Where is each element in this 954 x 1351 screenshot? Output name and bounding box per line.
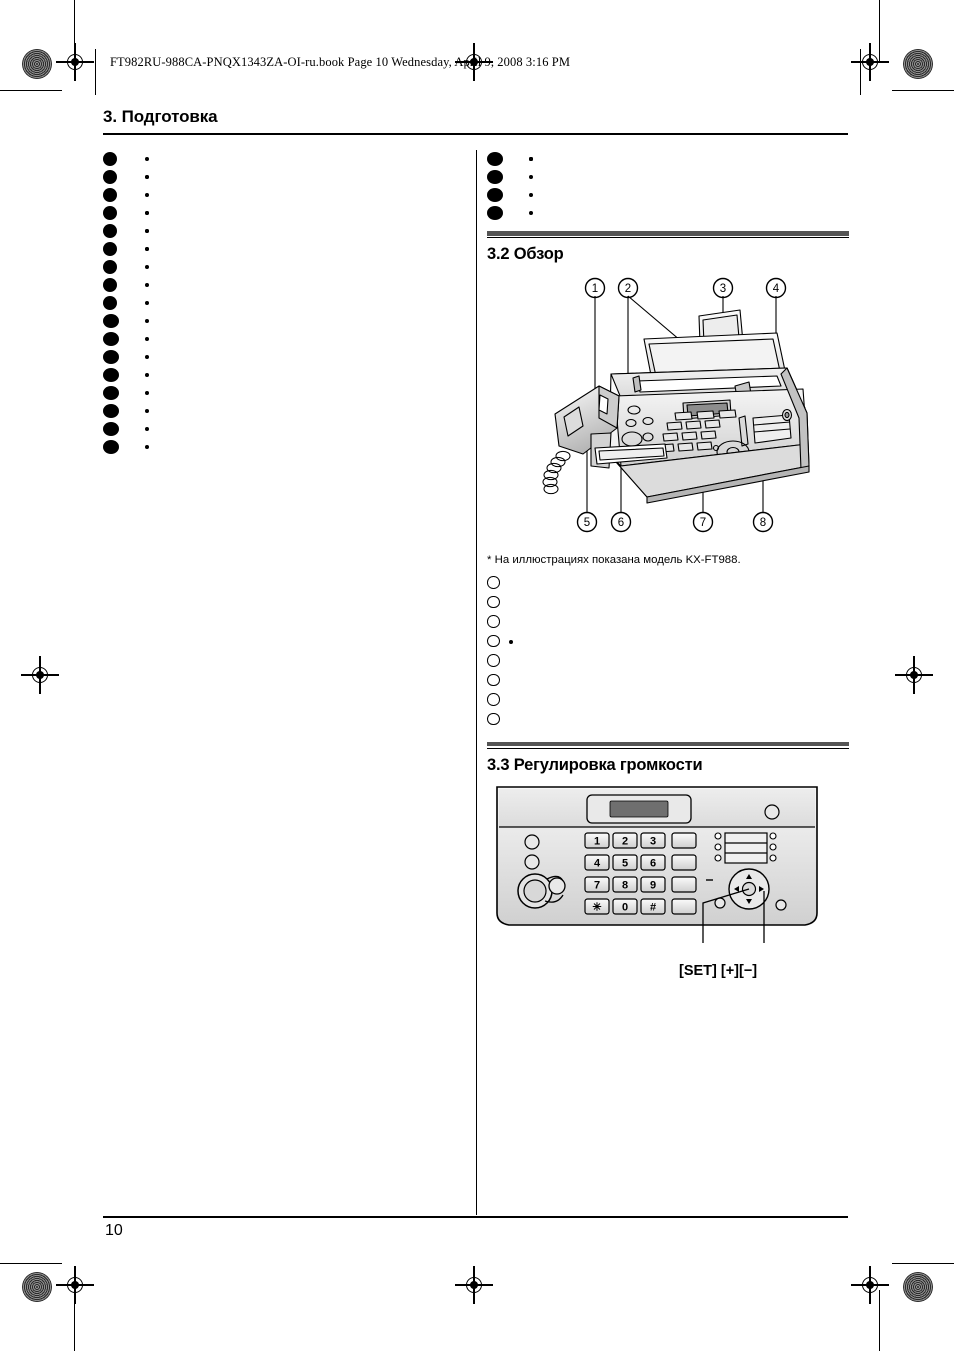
item-body xyxy=(511,168,849,184)
item-number xyxy=(103,368,122,382)
item-number xyxy=(487,188,506,202)
panel-caption: [SET] [+][−] xyxy=(679,963,758,980)
legend-number xyxy=(487,673,509,692)
crop-mark-top-left-v xyxy=(74,0,75,62)
section-title-volume: 3.3 Регулировка громкости xyxy=(487,756,703,775)
feature-item-11 xyxy=(103,330,473,346)
chapter-divider xyxy=(103,133,848,135)
keypad-key-label-✳: ✳ xyxy=(592,901,602,914)
legend-label xyxy=(509,634,849,653)
overview-legend xyxy=(487,575,849,731)
item-body xyxy=(127,168,473,184)
item-body xyxy=(127,150,473,166)
feature-item-3 xyxy=(103,186,473,202)
keypad-key-label-1: 1 xyxy=(593,835,601,848)
feature-item-5 xyxy=(103,222,473,238)
item-number xyxy=(103,152,122,166)
item-number xyxy=(103,440,122,454)
item-body xyxy=(127,312,473,328)
item-body xyxy=(127,276,473,292)
fax-machine-illustration xyxy=(487,268,849,553)
item-body xyxy=(127,294,473,310)
feature-item-16 xyxy=(103,420,473,436)
section-bar-overview xyxy=(487,231,849,238)
figure-callout-4-label: 4 xyxy=(772,283,780,296)
keypad-key-label-6: 6 xyxy=(649,857,657,870)
right-column-items xyxy=(487,150,849,220)
registration-target-right-middle xyxy=(901,662,927,688)
legend-entry-8 xyxy=(487,712,849,731)
legend-number xyxy=(487,575,509,594)
crop-mark-top-right-v xyxy=(879,0,880,62)
keypad-key-label-8: 8 xyxy=(621,879,629,892)
registration-target-left-middle xyxy=(27,662,53,688)
keypad-key-label-4: 4 xyxy=(593,857,601,870)
page-edge-right xyxy=(860,49,861,95)
feature-item-7 xyxy=(103,258,473,274)
legend-entry-1 xyxy=(487,575,849,594)
feature-item-12 xyxy=(103,348,473,364)
crop-mark-bottom-right-v xyxy=(879,1290,880,1351)
item-body xyxy=(127,384,473,400)
item-number xyxy=(103,332,122,346)
feature-item-10 xyxy=(103,312,473,328)
item-number xyxy=(103,188,122,202)
figure-callout-7-label: 7 xyxy=(699,517,707,530)
feature-item-9 xyxy=(103,294,473,310)
control-panel-illustration xyxy=(487,781,827,961)
crop-mark-top-left-h xyxy=(0,90,62,91)
item-number xyxy=(487,170,506,184)
item-body xyxy=(127,438,473,454)
item-body xyxy=(127,186,473,202)
keypad-key-label-#: # xyxy=(649,901,657,914)
feature-item-21 xyxy=(487,204,849,220)
figure-callout-6-label: 6 xyxy=(617,517,625,530)
feature-item-19 xyxy=(487,168,849,184)
item-body xyxy=(511,150,849,166)
legend-number xyxy=(487,634,509,653)
legend-number xyxy=(487,653,509,672)
registration-target-bottom-center xyxy=(461,1272,487,1298)
item-number xyxy=(103,260,122,274)
feature-item-4 xyxy=(103,204,473,220)
feature-item-14 xyxy=(103,384,473,400)
item-body xyxy=(127,240,473,256)
feature-item-20 xyxy=(487,186,849,202)
item-number xyxy=(103,224,122,238)
item-body xyxy=(127,402,473,418)
registration-dot-top-right xyxy=(903,49,933,79)
figure-callout-2-label: 2 xyxy=(624,283,632,296)
figure-callout-5-label: 5 xyxy=(583,517,591,530)
section-title-overview: 3.2 Обзор xyxy=(487,245,564,264)
legend-number xyxy=(487,595,509,614)
item-number xyxy=(103,386,122,400)
item-number xyxy=(103,242,122,256)
item-body xyxy=(127,258,473,274)
figure-callout-8-label: 8 xyxy=(759,517,767,530)
legend-entry-5 xyxy=(487,653,849,672)
legend-label xyxy=(509,575,849,594)
feature-item-13 xyxy=(103,366,473,382)
column-divider xyxy=(476,150,477,1215)
legend-entry-6 xyxy=(487,673,849,692)
left-column xyxy=(103,150,473,456)
keypad-key-label-5: 5 xyxy=(621,857,629,870)
fax-machine-figure xyxy=(487,268,849,553)
page-number: 10 xyxy=(105,1222,123,1239)
crop-mark-bottom-right-h xyxy=(892,1263,954,1264)
keypad-key-label-2: 2 xyxy=(621,835,629,848)
right-column xyxy=(487,150,849,996)
item-body xyxy=(511,186,849,202)
registration-dot-bottom-right xyxy=(903,1272,933,1302)
item-body xyxy=(127,222,473,238)
item-body xyxy=(127,366,473,382)
item-number xyxy=(103,170,122,184)
page-title: 3. Подготовка xyxy=(103,107,218,126)
feature-item-8 xyxy=(103,276,473,292)
item-number xyxy=(487,206,506,220)
item-number xyxy=(103,404,122,418)
item-number xyxy=(487,152,506,166)
keypad-key-label-0: 0 xyxy=(621,901,629,914)
feature-item-15 xyxy=(103,402,473,418)
item-number xyxy=(103,296,122,310)
legend-number xyxy=(487,614,509,633)
item-body xyxy=(511,204,849,220)
keypad-key-label-3: 3 xyxy=(649,835,657,848)
figure-callout-3-label: 3 xyxy=(719,283,727,296)
legend-number xyxy=(487,712,509,731)
legend-entry-3 xyxy=(487,614,849,633)
legend-label xyxy=(509,712,849,731)
feature-item-18 xyxy=(487,150,849,166)
registration-dot-top-left xyxy=(22,49,52,79)
section-bar-volume xyxy=(487,742,849,749)
page-edge-left xyxy=(95,49,96,95)
keypad-key-label-9: 9 xyxy=(649,879,657,892)
legend-label xyxy=(509,595,849,614)
crop-mark-bottom-left-v xyxy=(74,1290,75,1351)
legend-label xyxy=(509,653,849,672)
registration-dot-bottom-left xyxy=(22,1272,52,1302)
feature-item-2 xyxy=(103,168,473,184)
item-body xyxy=(127,330,473,346)
legend-entry-7 xyxy=(487,692,849,711)
control-panel-figure xyxy=(487,781,849,996)
crop-mark-bottom-left-h xyxy=(0,1263,62,1264)
item-number xyxy=(103,350,122,364)
item-number xyxy=(103,422,122,436)
item-body xyxy=(127,348,473,364)
item-number xyxy=(103,278,122,292)
item-body xyxy=(127,420,473,436)
legend-label xyxy=(509,692,849,711)
figure-callout-1-label: 1 xyxy=(591,283,599,296)
legend-number xyxy=(487,692,509,711)
legend-label xyxy=(509,673,849,692)
footer-divider xyxy=(103,1216,848,1218)
legend-entry-4 xyxy=(487,634,849,653)
keypad-key-label-7: 7 xyxy=(593,879,601,892)
feature-item-6 xyxy=(103,240,473,256)
item-number xyxy=(103,314,122,328)
legend-entry-2 xyxy=(487,595,849,614)
figure-note: * На иллюстрациях показана модель KX-FT988. xyxy=(487,554,741,567)
legend-label xyxy=(509,614,849,633)
running-header: FT982RU-988CA-PNQX1343ZA-OI-ru.book Page 10 Wednesday, April 9, 2008 3:16 PM xyxy=(110,55,571,69)
crop-mark-top-right-h xyxy=(892,90,954,91)
item-body xyxy=(127,204,473,220)
feature-item-1 xyxy=(103,150,473,166)
item-number xyxy=(103,206,122,220)
feature-item-17 xyxy=(103,438,473,454)
